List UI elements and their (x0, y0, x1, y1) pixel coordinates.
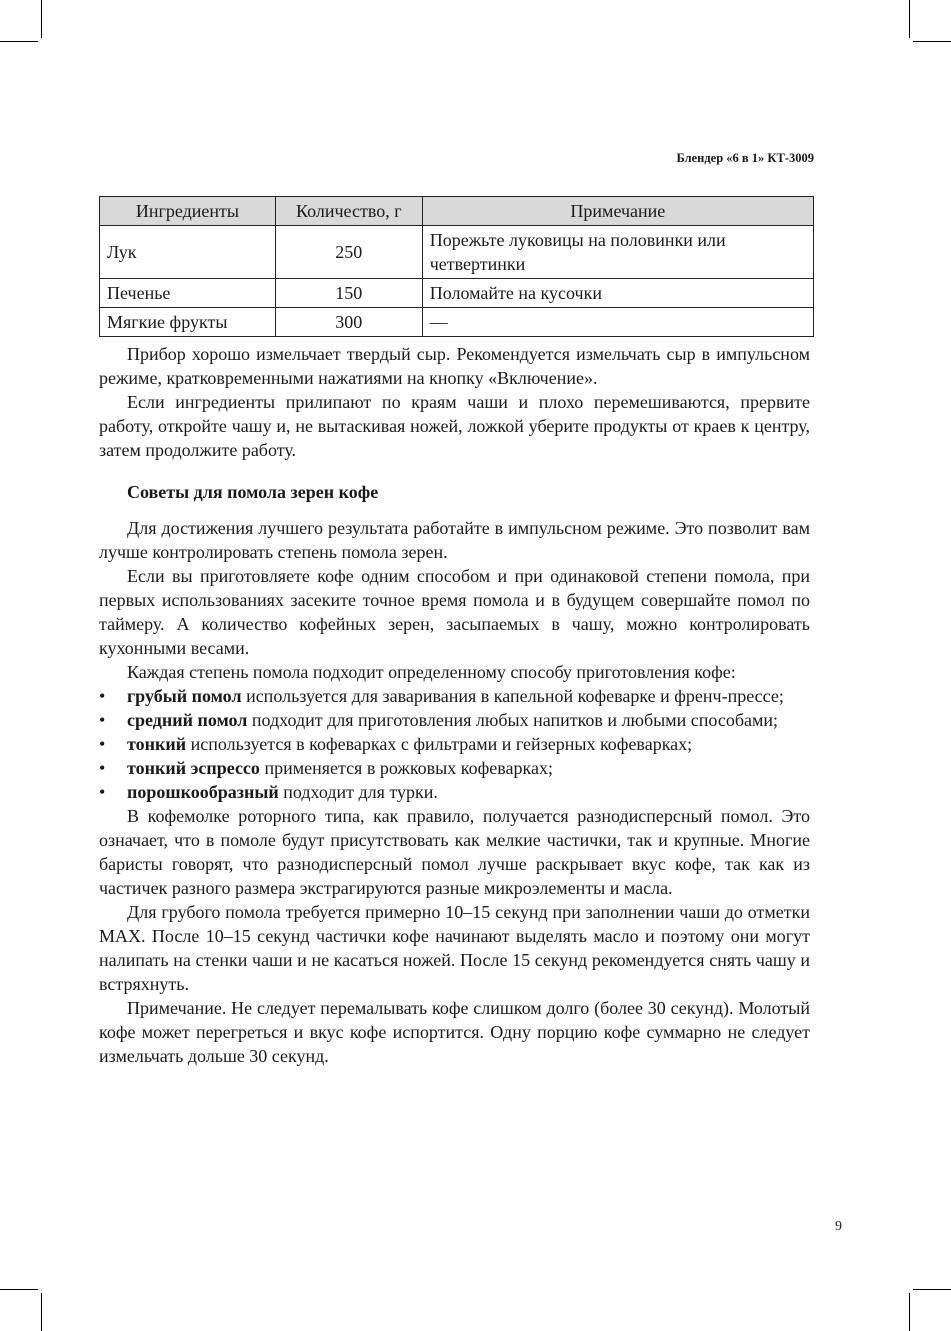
paragraph: Каждая степень помола подходит определенному способу приготовления кофе: (127, 662, 736, 682)
quantity-cell: 250 (275, 226, 422, 279)
list-item-text: подходит для турки. (278, 782, 438, 802)
paragraph: В кофемолке роторного типа, как правило, получается разнодисперсный помол. Это означает, что в помоле будут присутствовать как мелкие частички, так и крупные. Многие баристы говорят, что разнодисперсный помол лучше раскрывает вкус кофе, так как из частичек разного размера экстрагируются разные микроэлементы и масла. (99, 806, 810, 898)
bullet-icon: • (99, 710, 106, 730)
list-item-text: применяется в рожковых кофеварках; (259, 758, 553, 778)
quantity-cell: 150 (275, 279, 422, 308)
paragraph: Для грубого помола требуется примерно 10–15 секунд при заполнении чаши до отметки MAX. После 10–15 секунд частички кофе начинают выделять масло и поэтому они могут налипать на стенки чаши и не касаться ножей. После 15 секунд рекомендуется снять чашу и встряхнуть. (99, 902, 810, 994)
list-item-text: используется в кофеварках с фильтрами и гейзерных кофеварках; (186, 734, 693, 754)
page-number: 9 (835, 1219, 842, 1234)
running-header: Блендер «6 в 1» КТ-3009 (676, 151, 814, 165)
list-item (99, 708, 810, 732)
list-item (99, 756, 810, 780)
crop-mark (41, 0, 42, 38)
list-item (99, 780, 810, 804)
note-cell: Поломайте на кусочки (422, 279, 813, 308)
body-text (99, 342, 810, 1068)
list-item (99, 732, 810, 756)
crop-mark (909, 1293, 910, 1331)
list-item (99, 684, 810, 708)
list-item-text: подходит для приготовления любых напитков и любыми способами; (247, 710, 779, 730)
paragraph: Если вы приготовляете кофе одним способом и при одинаковой степени помола, при первых использованиях засеките точное время помола и в будущем совершайте помол по таймеру. А количество кофейных зерен, засыпаемых в чашу, можно контролировать кухонными весами. (99, 566, 810, 658)
note-cell: — (422, 308, 813, 337)
paragraph: Для достижения лучшего результата работайте в импульсном режиме. Это позволит вам лучше контролировать степень помола зерен. (99, 518, 810, 562)
table-header-row (100, 197, 814, 226)
ingredient-cell: Мягкие фрукты (100, 308, 276, 337)
bullet-icon: • (99, 782, 106, 802)
list-item-term: тонкий эспрессо (127, 758, 260, 778)
crop-mark (41, 1293, 42, 1331)
quantity-cell: 300 (275, 308, 422, 337)
crop-mark (0, 41, 38, 42)
bullet-icon: • (99, 734, 106, 754)
column-header: Количество, г (275, 197, 422, 226)
crop-mark (909, 0, 910, 38)
note-cell: Порежьте луковицы на половинки или четвертинки (422, 226, 813, 279)
paragraph: Примечание. Не следует перемалывать кофе слишком долго (более 30 секунд). Молотый кофе может перегреться и вкус кофе испортится. Одну порцию кофе суммарно не следует измельчать дольше 30 секунд. (99, 998, 810, 1066)
ingredients-table (99, 196, 814, 337)
list-item-term: тонкий (127, 734, 187, 754)
ingredient-cell: Лук (100, 226, 276, 279)
list-item-text: используется для заваривания в капельной кофеварке и френч-прессе; (241, 686, 784, 706)
bullet-icon: • (99, 758, 106, 778)
table-row (100, 308, 814, 337)
column-header: Примечание (422, 197, 813, 226)
list-item-term: грубый помол (127, 686, 242, 706)
crop-mark (0, 1289, 38, 1290)
paragraph: Если ингредиенты прилипают по краям чаши и плохо перемешиваются, прервите работу, откройте чашу и, не вытаскивая ножей, ложкой уберите продукты от краев к центру, затем продолжите работу. (99, 392, 810, 460)
column-header: Ингредиенты (100, 197, 276, 226)
crop-mark (913, 41, 951, 42)
list-item-term: порошкообразный (127, 782, 279, 802)
crop-mark (913, 1289, 951, 1290)
bullet-icon: • (99, 686, 106, 706)
section-heading: Советы для помола зерен кофе (127, 482, 379, 502)
paragraph: Прибор хорошо измельчает твердый сыр. Рекомендуется измельчать сыр в импульсном режиме, кратковременными нажатиями на кнопку «Включение». (99, 344, 810, 388)
ingredient-cell: Печенье (100, 279, 276, 308)
grind-list (99, 684, 810, 804)
table-row (100, 279, 814, 308)
list-item-term: средний помол (127, 710, 248, 730)
table-row (100, 226, 814, 279)
